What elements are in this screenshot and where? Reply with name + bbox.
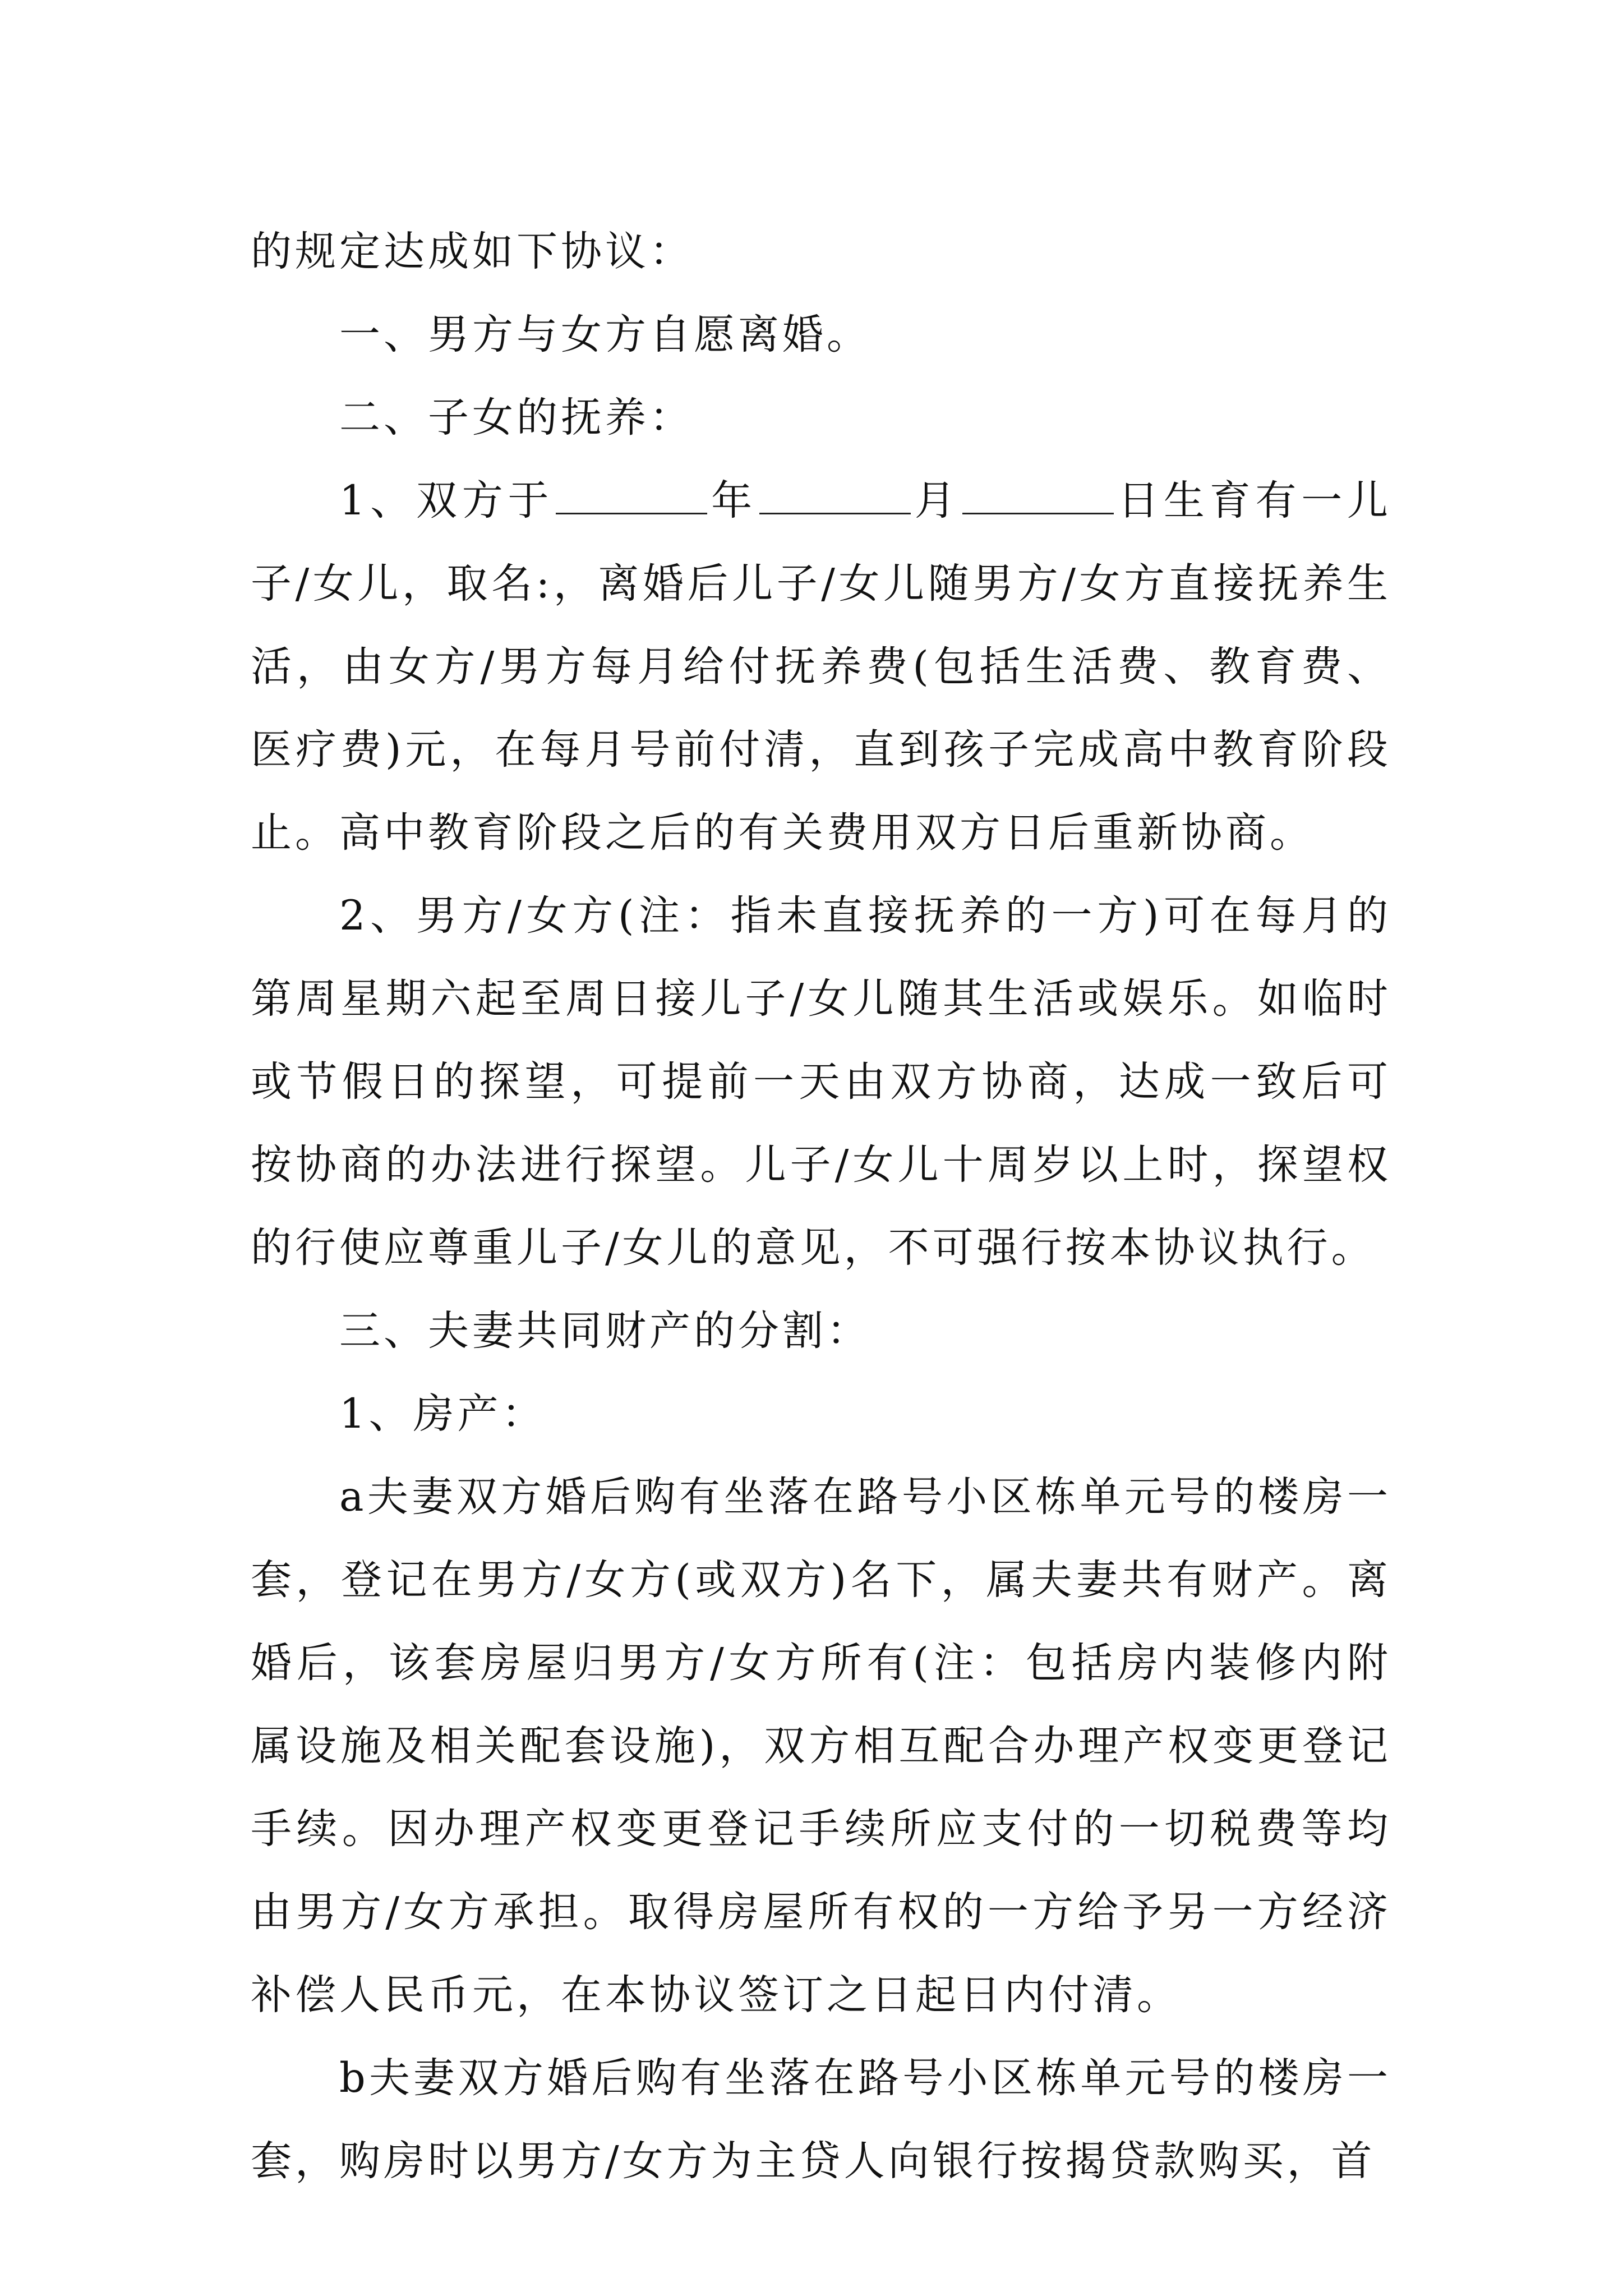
item-1-lead: 1、双方于 xyxy=(339,477,554,524)
clause-3-item-1b: b夫妻双方婚后购有坐落在路号小区栋单元号的楼房一套，购房时以男方/女方为主贷人向银行按揭贷款购买，首 xyxy=(251,2054,1391,2185)
paragraph-continuation: 的规定达成如下协议： xyxy=(251,228,694,275)
month-unit: 月 xyxy=(912,477,961,524)
day-blank xyxy=(962,479,1114,514)
clause-3-item-1a: a夫妻双方婚后购有坐落在路号小区栋单元号的楼房一套，登记在男方/女方(或双方)名下，属夫妻共有财产。离婚后，该套房屋归男方/女方所有(注：包括房内装修内附属设施及相关配套设施)，双方相互配合办理产权变更登记手续。因办理产权变更登记手续所应支付的一切税费等均由男方/女方承担。取得房屋所有权的一方给予另一方经济补偿人民币元，在本协议签订之日起日内付清。 xyxy=(251,1473,1391,2019)
month-blank xyxy=(759,479,911,514)
clause-2-item-1-child-support xyxy=(251,459,1391,875)
year-blank xyxy=(556,479,707,514)
year-unit: 年 xyxy=(709,477,757,524)
document-body xyxy=(251,210,1391,2203)
clause-3-heading-property-division: 三、夫妻共同财产的分割： xyxy=(339,1307,871,1355)
clause-1-divorce: 一、男方与女方自愿离婚。 xyxy=(339,311,871,358)
item-1-rest: 日生育有一儿子/女儿，取名:，离婚后儿子/女儿随男方/女方直接抚养生活，由女方/男方每月给付抚养费(包括生活费、教育费、医疗费)元，在每月号前付清，直到孩子完成高中教育阶段止。高中教育阶段之后的有关费用双方日后重新协商。 xyxy=(251,477,1392,857)
clause-2-heading-child-custody: 二、子女的抚养： xyxy=(339,394,694,441)
clause-3-item-1-real-estate: 1、房产： xyxy=(339,1390,546,1438)
clause-2-item-2-visitation: 2、男方/女方(注：指未直接抚养的一方)可在每月的第周星期六起至周日接儿子/女儿随其生活或娱乐。如临时或节假日的探望，可提前一天由双方协商，达成一致后可按协商的办法进行探望。儿子/女儿十周岁以上时，探望权的行使应尊重儿子/女儿的意见，不可强行按本协议执行。 xyxy=(251,892,1391,1272)
